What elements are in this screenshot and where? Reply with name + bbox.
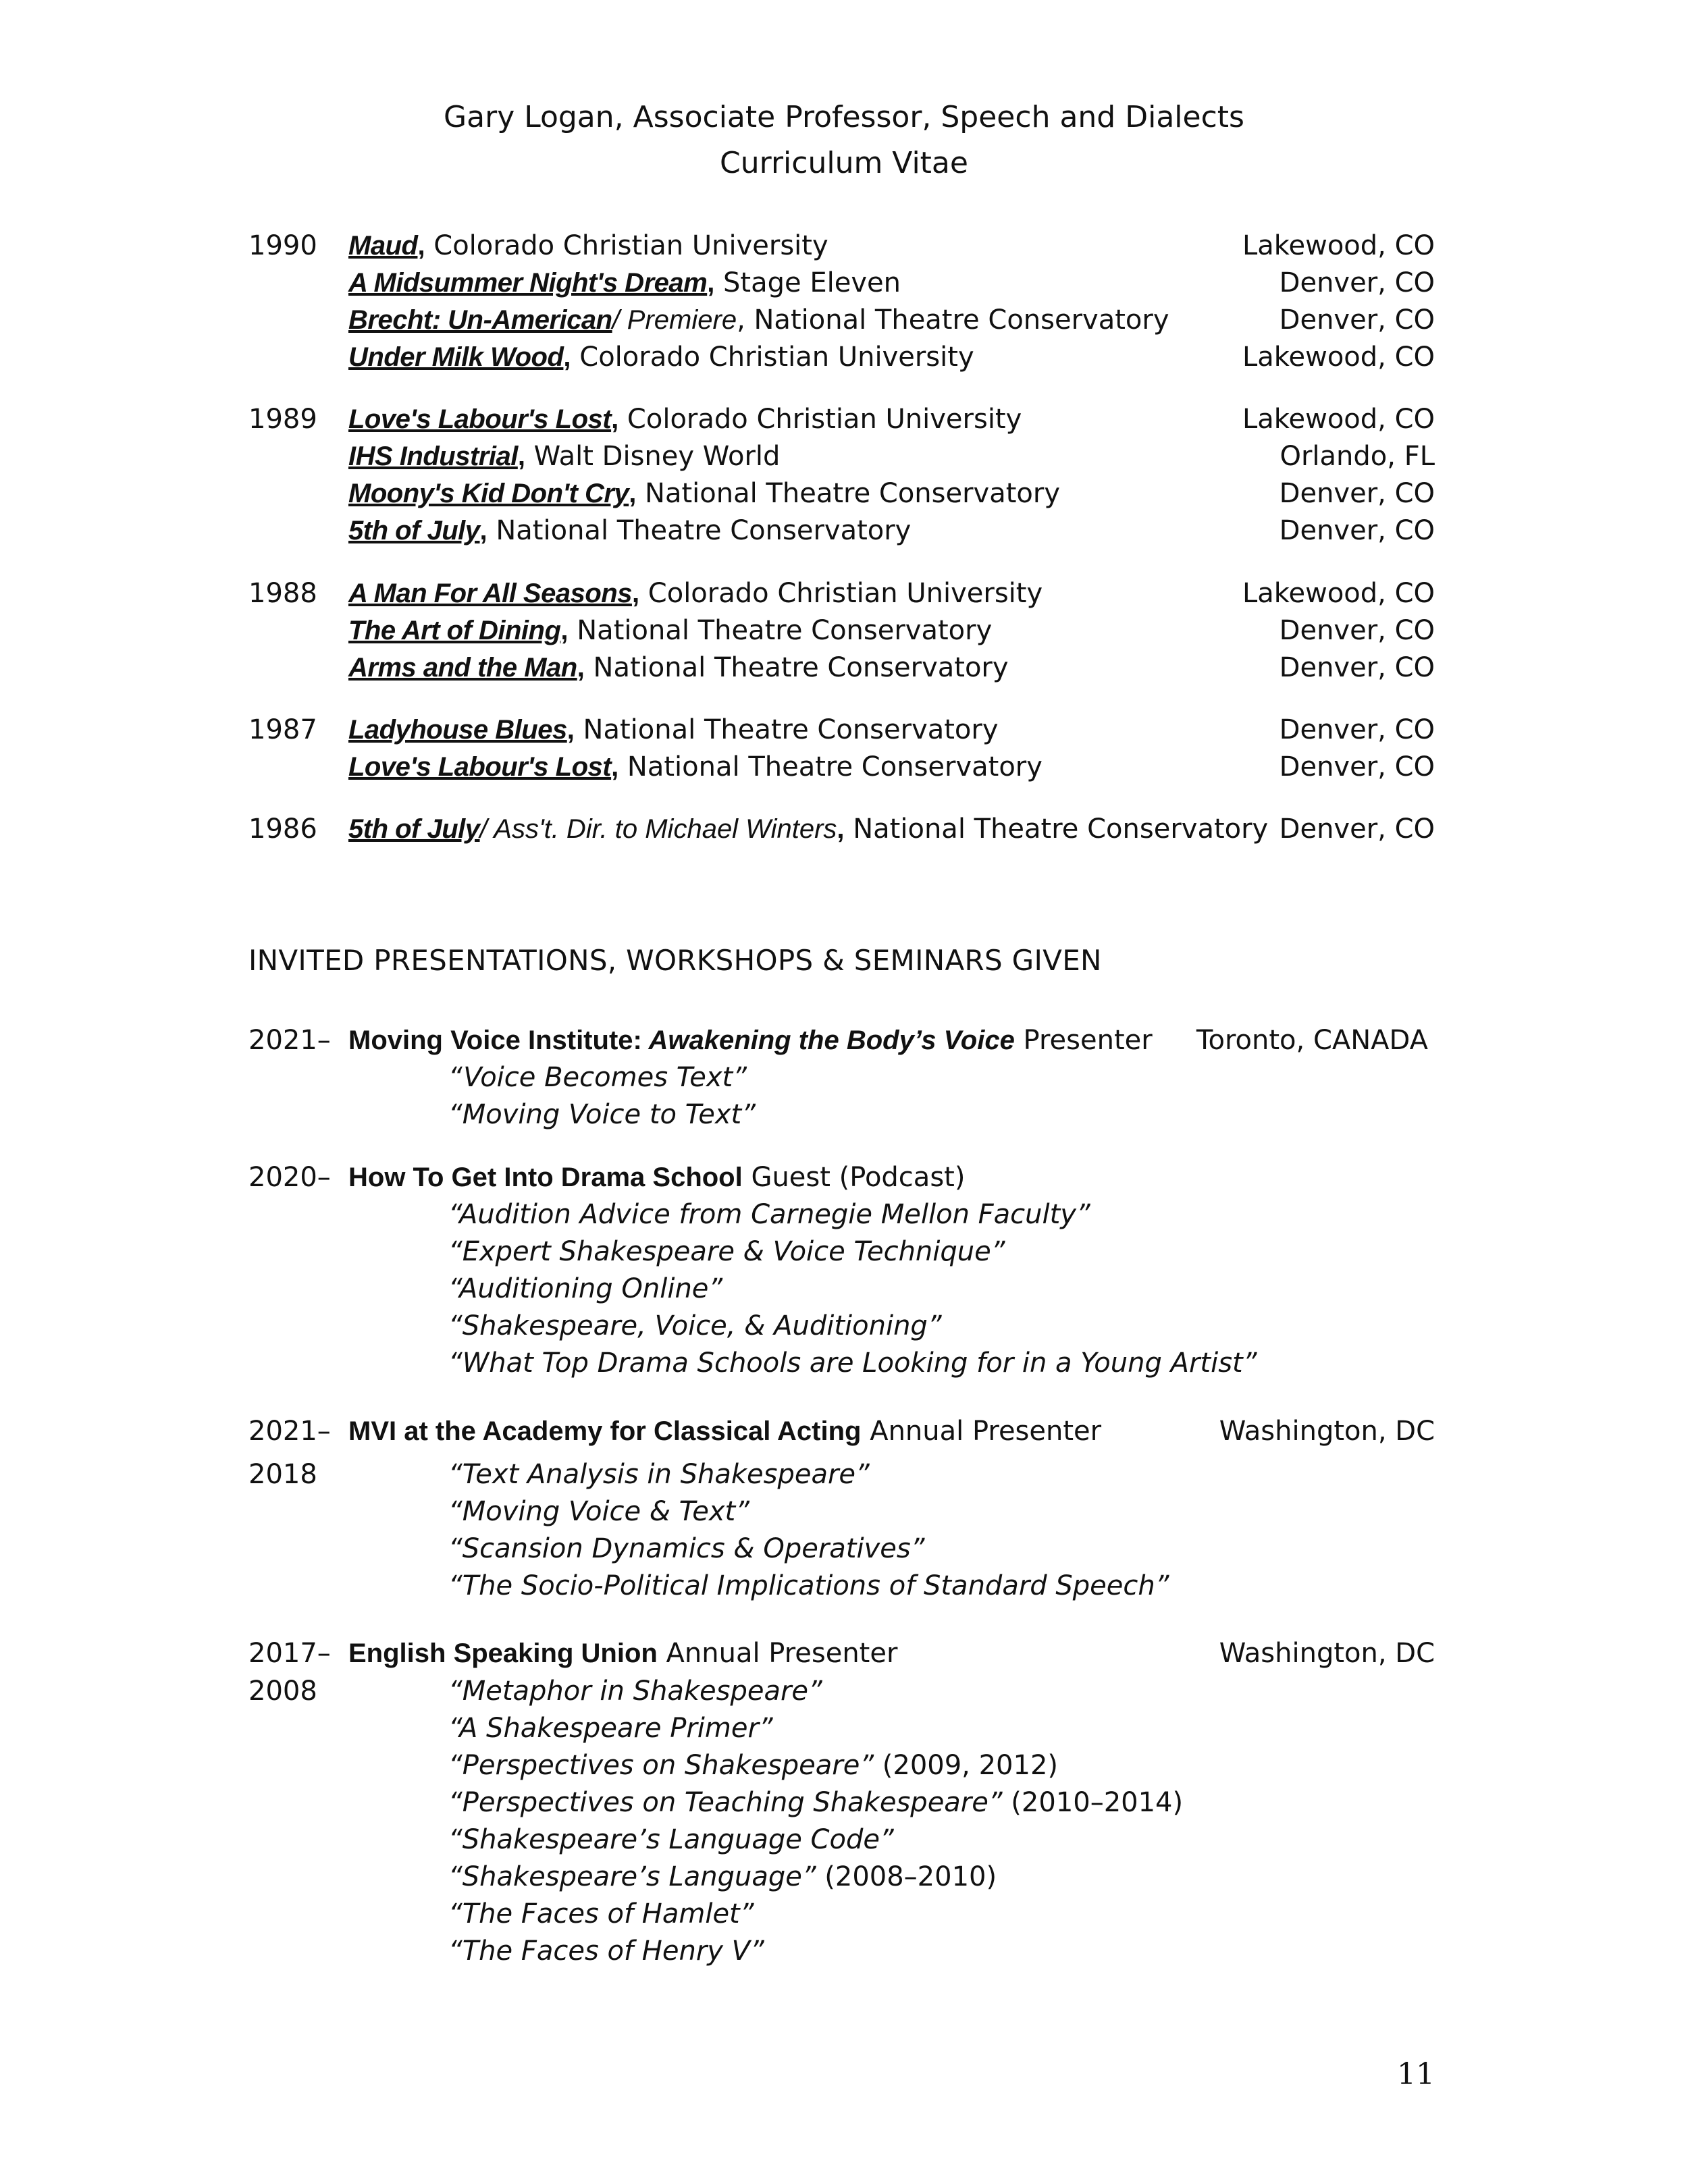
production-venue: Stage Eleven	[714, 267, 901, 298]
talk-note: (2009, 2012)	[874, 1750, 1059, 1781]
talk-title: “Auditioning Online”	[448, 1273, 723, 1304]
production-entry: The Art of Dining, National Theatre Conservatory	[348, 615, 993, 646]
presentation-year: 2021–	[248, 1416, 331, 1447]
production-year: 1986	[248, 814, 317, 845]
talk-row	[0, 1530, 1688, 1568]
production-location: Denver, CO	[1279, 751, 1435, 782]
talk-row	[0, 1344, 1688, 1382]
production-venue: Colorado Christian University	[618, 404, 1022, 435]
presentation-location: Toronto, CANADA	[1196, 1025, 1428, 1056]
production-venue: National Theatre Conservatory	[568, 615, 993, 646]
production-title: Moony's Kid Don't Cry	[348, 479, 629, 508]
talk-row	[0, 1307, 1688, 1345]
talk-row	[0, 1932, 1688, 1970]
production-row	[0, 512, 1688, 550]
production-title: Maud	[348, 231, 418, 261]
presentation-org: MVI at the Academy for Classical Acting	[348, 1416, 862, 1446]
talk-row	[0, 1858, 1688, 1896]
talk-title: “Voice Becomes Text”	[448, 1062, 747, 1093]
production-location: Denver, CO	[1279, 714, 1435, 745]
production-title: A Midsummer Night's Dream	[348, 268, 708, 298]
talk-row	[0, 1709, 1688, 1747]
production-title: 5th of July	[348, 814, 480, 844]
presentation-role: Annual Presenter	[657, 1638, 898, 1669]
production-location: Denver, CO	[1279, 814, 1435, 845]
talk-row	[0, 1059, 1688, 1096]
production-location: Denver, CO	[1279, 478, 1435, 509]
talk-entry	[448, 1858, 997, 1896]
talk-entry	[448, 1747, 1058, 1784]
production-location: Denver, CO	[1279, 267, 1435, 298]
production-year: 1988	[248, 578, 317, 609]
production-entry: A Midsummer Night's Dream, Stage Eleven	[348, 267, 901, 298]
production-venue: National Theatre Conservatory	[636, 478, 1061, 509]
talk-title: “Shakespeare’s Language Code”	[448, 1824, 894, 1855]
production-venue: Colorado Christian University	[571, 342, 974, 373]
production-entry: A Man For All Seasons, Colorado Christian University	[348, 578, 1043, 609]
talk-row	[0, 1096, 1688, 1134]
talk-row	[0, 1196, 1688, 1233]
talk-entry	[448, 1784, 1183, 1821]
production-row	[0, 649, 1688, 687]
production-row	[0, 264, 1688, 302]
production-venue: National Theatre Conservatory	[844, 814, 1269, 845]
presentation-year: 2017–	[248, 1638, 331, 1669]
production-location: Lakewood, CO	[1242, 230, 1435, 261]
production-location: Lakewood, CO	[1242, 404, 1435, 435]
production-entry: Arms and the Man, National Theatre Conservatory	[348, 652, 1009, 683]
talk-note: (2008–2010)	[816, 1861, 997, 1892]
production-row	[0, 437, 1688, 475]
talk-note: (2010–2014)	[1002, 1787, 1184, 1818]
production-location: Lakewood, CO	[1242, 578, 1435, 609]
production-row	[0, 227, 1688, 265]
talk-row	[0, 1233, 1688, 1271]
presentation-entry	[348, 1634, 897, 1672]
production-location: Denver, CO	[1279, 304, 1435, 336]
production-entry: Love's Labour's Lost, National Theatre Conservatory	[348, 751, 1043, 782]
section-heading: INVITED PRESENTATIONS, WORKSHOPS & SEMINARS GIVEN	[248, 944, 1102, 977]
production-row	[0, 810, 1688, 848]
production-title: Love's Labour's Lost	[348, 752, 612, 782]
production-location: Lakewood, CO	[1242, 342, 1435, 373]
production-venue: Walt Disney World	[525, 441, 781, 472]
page-header	[0, 95, 1688, 186]
presentation-org: English Speaking Union	[348, 1639, 658, 1668]
presentation-role: Presenter	[1014, 1025, 1153, 1056]
talk-row	[0, 1821, 1688, 1859]
talk-title: “Moving Voice to Text”	[448, 1099, 756, 1130]
presentation-row	[0, 1158, 1688, 1196]
production-row	[0, 612, 1688, 649]
production-entry	[348, 301, 1169, 339]
production-location: Denver, CO	[1279, 515, 1435, 546]
production-title: 5th of July	[348, 516, 480, 545]
talk-row	[0, 1456, 1688, 1493]
production-entry: IHS Industrial, Walt Disney World	[348, 441, 781, 472]
presentation-year: 2020–	[248, 1162, 331, 1193]
talk-row	[0, 1270, 1688, 1308]
presentation-year-end: 2018	[248, 1459, 317, 1490]
presentation-row	[0, 1021, 1688, 1059]
talk-row	[0, 1784, 1688, 1821]
talk-row	[0, 1895, 1688, 1933]
production-title: Ladyhouse Blues	[348, 715, 567, 745]
talk-title: “Shakespeare, Voice, & Auditioning”	[448, 1310, 942, 1341]
production-venue: National Theatre Conservatory	[487, 515, 912, 546]
header-title: Gary Logan, Associate Professor, Speech and Dialects	[444, 100, 1244, 134]
production-entry: 5th of July, National Theatre Conservatory	[348, 515, 912, 546]
production-title: IHS Industrial	[348, 442, 518, 471]
production-year: 1987	[248, 714, 317, 745]
talk-title: “A Shakespeare Primer”	[448, 1713, 773, 1744]
production-year: 1989	[248, 404, 317, 435]
talk-title: “The Faces of Hamlet”	[448, 1898, 754, 1929]
presentation-location: Washington, DC	[1219, 1416, 1435, 1447]
production-venue: , National Theatre Conservatory	[737, 304, 1169, 336]
talk-title: “Perspectives on Teaching Shakespeare”	[448, 1787, 1003, 1818]
talk-row	[0, 1747, 1688, 1784]
production-row	[0, 338, 1688, 376]
production-title: Arms and the Man	[348, 653, 577, 683]
production-location: Denver, CO	[1279, 615, 1435, 646]
page-number: 11	[1397, 2057, 1435, 2092]
production-location: Orlando, FL	[1280, 441, 1435, 472]
production-title: Love's Labour's Lost	[348, 404, 612, 434]
talk-title: “Perspectives on Shakespeare”	[448, 1750, 874, 1781]
talk-title: “What Top Drama Schools are Looking for in a Young Artist”	[448, 1348, 1257, 1379]
talk-row	[0, 1672, 1688, 1710]
presentation-org-subtitle: Awakening the Body’s Voice	[641, 1026, 1015, 1055]
talk-title: “Scansion Dynamics & Operatives”	[448, 1533, 925, 1564]
production-title: The Art of Dining	[348, 616, 561, 645]
presentation-entry	[348, 1158, 965, 1196]
production-row	[0, 301, 1688, 339]
production-venue: Colorado Christian University	[639, 578, 1043, 609]
header-subtitle: Curriculum Vitae	[720, 146, 968, 180]
presentation-entry	[348, 1021, 1153, 1059]
talk-title: “Expert Shakespeare & Voice Technique”	[448, 1236, 1005, 1267]
talk-row	[0, 1567, 1688, 1605]
production-entry: Under Milk Wood, Colorado Christian University	[348, 342, 974, 373]
talk-row	[0, 1493, 1688, 1530]
talk-title: “The Faces of Henry V”	[448, 1936, 764, 1967]
production-role: / Premiere	[612, 305, 737, 335]
production-row	[0, 475, 1688, 512]
production-row	[0, 711, 1688, 749]
production-row	[0, 400, 1688, 438]
production-entry: Maud, Colorado Christian University	[348, 230, 828, 261]
production-location: Denver, CO	[1279, 652, 1435, 683]
production-role: / Ass't. Dir. to Michael Winters	[479, 814, 837, 844]
presentation-role: Guest (Podcast)	[742, 1162, 966, 1193]
presentation-entry	[348, 1412, 1101, 1450]
production-entry: 5th of July/ Ass't. Dir. to Michael Winters, National Theatre Conservatory	[348, 814, 1269, 845]
talk-title: “Text Analysis in Shakespeare”	[448, 1459, 870, 1490]
presentation-row	[0, 1412, 1688, 1450]
production-entry: Ladyhouse Blues, National Theatre Conservatory	[348, 714, 999, 745]
talk-title: “Shakespeare’s Language”	[448, 1861, 816, 1892]
presentation-location: Washington, DC	[1219, 1638, 1435, 1669]
presentation-year: 2021–	[248, 1025, 331, 1056]
talk-title: “The Socio-Political Implications of Standard Speech”	[448, 1570, 1169, 1601]
presentation-role: Annual Presenter	[861, 1416, 1102, 1447]
production-year: 1990	[248, 230, 317, 261]
talk-title: “Audition Advice from Carnegie Mellon Faculty”	[448, 1199, 1090, 1230]
talk-title: “Metaphor in Shakespeare”	[448, 1676, 822, 1707]
presentation-year-end: 2008	[248, 1676, 317, 1707]
production-entry: Moony's Kid Don't Cry, National Theatre Conservatory	[348, 478, 1061, 509]
production-title: A Man For All Seasons	[348, 579, 632, 608]
presentation-row	[0, 1634, 1688, 1672]
production-row	[0, 575, 1688, 612]
production-title: Brecht: Un-American	[348, 305, 612, 335]
production-entry: Love's Labour's Lost, Colorado Christian University	[348, 404, 1022, 435]
presentation-org: How To Get Into Drama School	[348, 1163, 743, 1192]
production-venue: National Theatre Conservatory	[618, 751, 1043, 782]
production-venue: National Theatre Conservatory	[584, 652, 1009, 683]
talk-title: “Moving Voice & Text”	[448, 1496, 749, 1527]
production-row	[0, 748, 1688, 786]
production-venue: National Theatre Conservatory	[574, 714, 999, 745]
production-venue: Colorado Christian University	[425, 230, 828, 261]
production-title: Under Milk Wood	[348, 342, 564, 372]
presentation-org: Moving Voice Institute:	[348, 1026, 642, 1055]
